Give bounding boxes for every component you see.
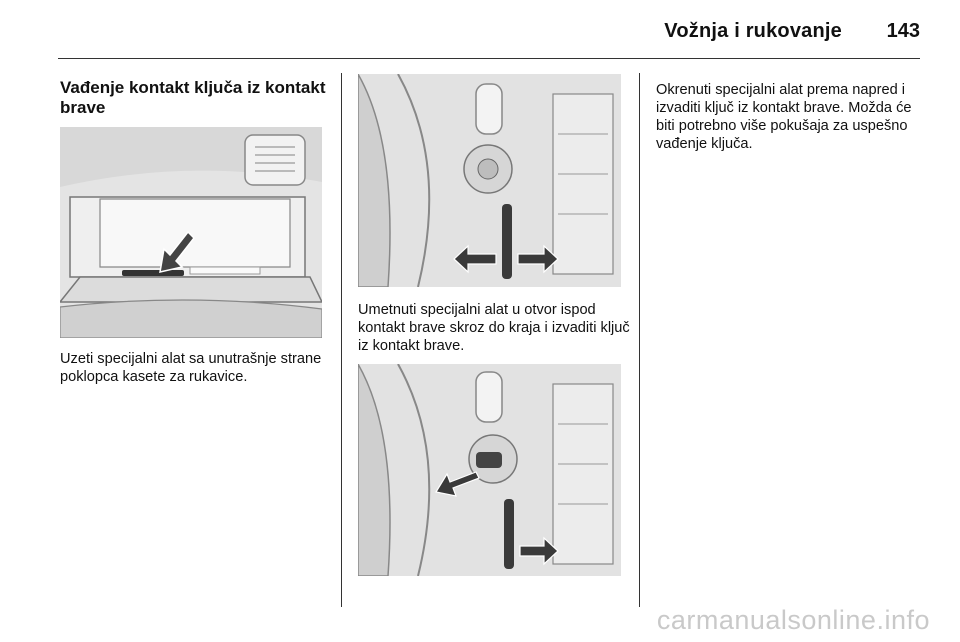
glovebox-illustration-svg (60, 127, 322, 338)
page-number: 143 (886, 20, 920, 42)
section-heading: Vađenje kontakt ključa iz kontakt brave (60, 78, 326, 117)
paragraph-insert-tool: Umetnuti specijalni alat u otvor ispod kontakt brave skroz do kraja i izvaditi ključ iz kontakt brave. (358, 302, 630, 354)
paragraph-turn-tool: Okrenuti specijalni alat prema napred i izvaditi ključ iz kontakt brave. Možda će biti potrebno više pokušaja za uspešno vađenje ključa. (656, 82, 912, 152)
ignition-insert-svg (358, 74, 621, 287)
column-divider-1 (341, 73, 342, 607)
ignition-key-remove-illustration (358, 364, 621, 576)
section-title: Vožnja i rukovanje (664, 20, 842, 42)
glovebox-tool-illustration (60, 127, 322, 338)
paragraph-remove-tool: Uzeti specijalni alat sa unutrašnje strane poklopca kasete za rukavice. (60, 351, 322, 385)
ignition-tool-insert-illustration (358, 74, 621, 287)
header-rule (58, 58, 920, 59)
ignition-remove-svg (358, 364, 621, 576)
column-divider-2 (639, 73, 640, 607)
page-header (0, 0, 960, 60)
watermark-text: carmanualsonline.info (656, 605, 930, 635)
